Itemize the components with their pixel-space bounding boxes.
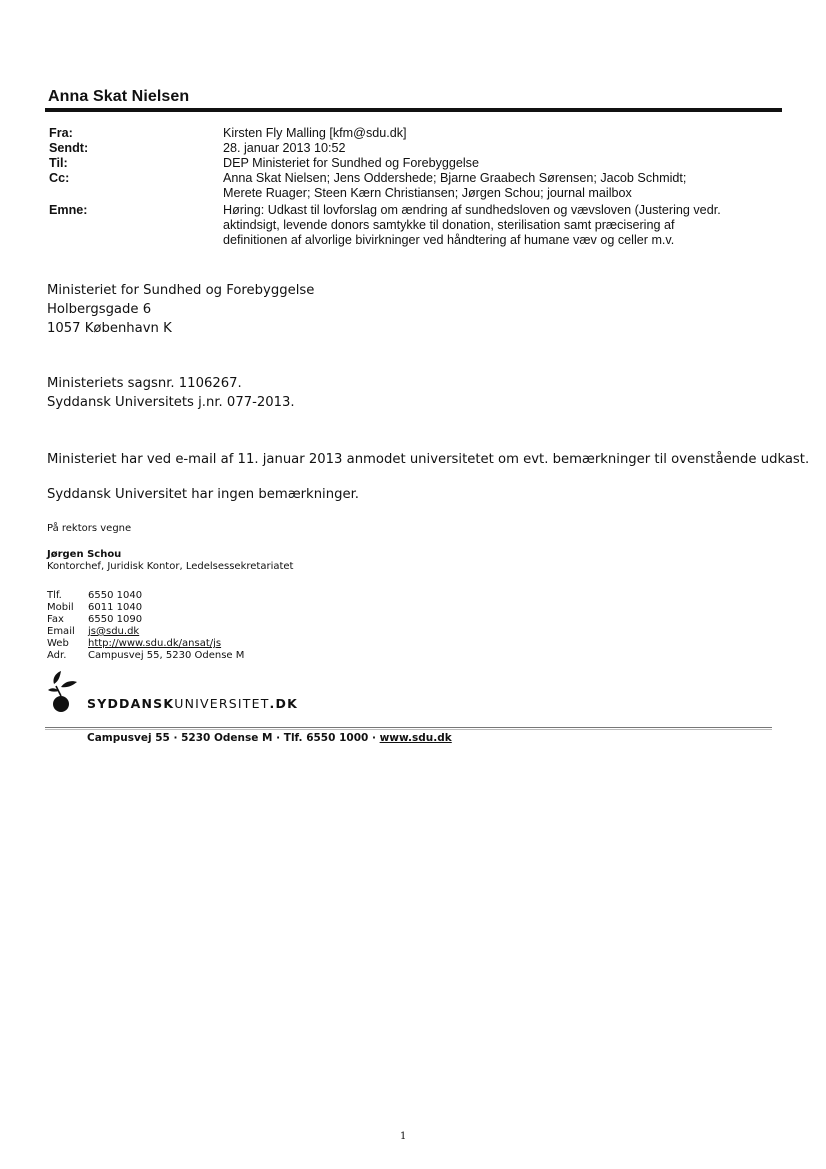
contact-email [47,626,139,637]
wordmark-suffix: .DK [269,696,298,711]
footer-divider-shadow [45,729,772,730]
mailbox-owner-name: Anna Skat Nielsen [48,88,190,105]
header-subject-line: definitionen af alvorlige bivirkninger ved håndtering af humane væv og celler m.v. [223,233,675,247]
recipient-address [47,281,314,338]
sdu-wordmark [87,696,298,711]
page-number: 1 [400,1131,407,1142]
email-link[interactable]: js@sdu.dk [88,626,140,637]
address-line: Holbergsgade 6 [47,302,152,317]
contact-label: Email [47,626,75,637]
contact-label: Adr. [47,650,67,661]
footer-address-text: Campusvej 55 · 5230 Odense M · Tlf. 6550 1000 · [87,732,380,744]
header-to-value: DEP Ministeriet for Sundhed og Forebyggelse [223,156,479,170]
header-divider [45,108,782,112]
contact-label: Mobil [47,602,74,613]
body-paragraph: Syddansk Universitet har ingen bemærkninger. [47,487,359,502]
footer-website-link[interactable]: www.sdu.dk [379,732,452,744]
contact-value: 6011 1040 [88,602,143,613]
footer-divider [45,727,772,728]
footer-address [87,732,452,744]
header-from-label: Fra: [49,126,73,140]
wordmark-bold: SYDDANSK [87,696,175,711]
reference-line: Syddansk Universitets j.nr. 077-2013. [47,395,295,410]
sdu-leaf-logo-icon [44,670,84,714]
contact-value: Campusvej 55, 5230 Odense M [88,650,245,661]
contact-label: Tlf. [47,590,62,601]
header-cc-label: Cc: [49,171,70,185]
header-subject-label: Emne: [49,203,88,217]
header-sent-value: 28. januar 2013 10:52 [223,141,346,155]
wordmark-regular: UNIVERSITET [174,696,270,711]
contact-mobile [47,602,142,613]
header-subject-line: aktindsigt, levende donors samtykke til donation, sterilisation samt præcisering af [223,218,675,232]
case-references [47,374,295,412]
contact-label: Web [47,638,69,649]
header-to-label: Til: [49,156,68,170]
header-subject-line: Høring: Udkast til lovforslag om ændring af sundhedsloven og vævsloven (Justering vedr. [223,203,721,217]
website-link[interactable]: http://www.sdu.dk/ansat/js [88,638,222,649]
reference-line: Ministeriets sagsnr. 1106267. [47,376,242,391]
contact-value: 6550 1090 [88,614,143,625]
contact-fax [47,614,142,625]
header-sent-label: Sendt: [49,141,89,155]
header-cc-line: Anna Skat Nielsen; Jens Oddershede; Bjarne Graabech Sørensen; Jacob Schmidt; [223,171,687,185]
contact-value: 6550 1040 [88,590,143,601]
contact-phone [47,590,142,601]
contact-address [47,650,244,661]
signatory-title: Kontorchef, Juridisk Kontor, Ledelsessekretariatet [47,561,294,572]
header-subject-value [223,203,783,248]
contact-label: Fax [47,614,64,625]
signatory-name: Jørgen Schou [47,549,122,560]
header-cc-value [223,171,783,201]
on-behalf-text: På rektors vegne [47,523,132,534]
header-from-value: Kirsten Fly Malling [kfm@sdu.dk] [223,126,407,140]
header-cc-line: Merete Ruager; Steen Kærn Christiansen; Jørgen Schou; journal mailbox [223,186,632,200]
address-line: 1057 København K [47,321,172,336]
contact-web [47,638,221,649]
address-line: Ministeriet for Sundhed og Forebyggelse [47,283,315,298]
body-paragraph: Ministeriet har ved e-mail af 11. januar 2013 anmodet universitetet om evt. bemærkninger til ovenstående udkast. [47,452,810,467]
